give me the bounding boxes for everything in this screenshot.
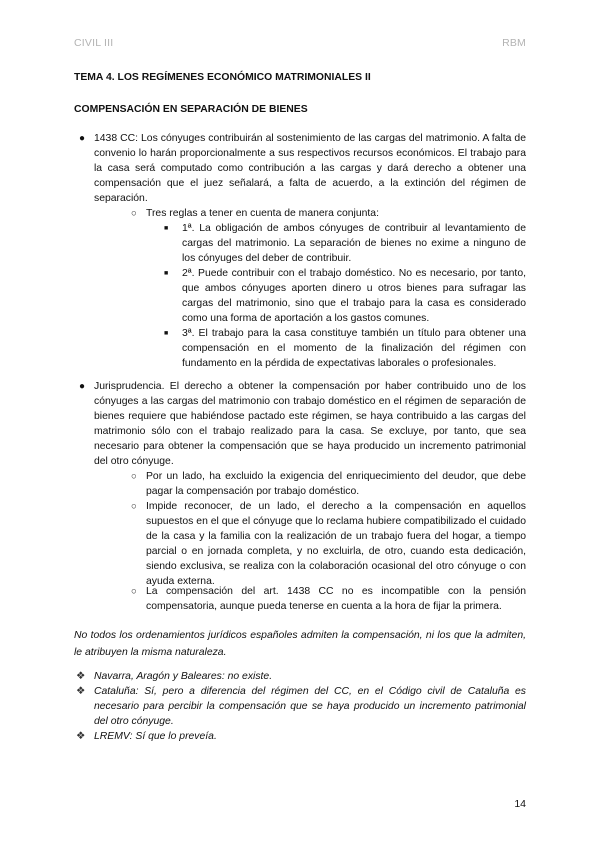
italic-note: No todos los ordenamientos jurídicos españoles admiten la compensación, ni los que la admiten, le atribuyen la misma naturaleza. xyxy=(74,630,526,658)
square-bullet-icon: ■ xyxy=(164,330,169,337)
diamond-item-1: Navarra, Aragón y Baleares: no existe. xyxy=(94,671,273,682)
circle-bullet-icon: ○ xyxy=(131,471,137,482)
rule-2: 2ª. Puede contribuir con el trabajo doméstico. No es necesario, por tanto, que ambos cónyuges aporten dinero u otros bienes para sufragar las cargas del matrimonio, sino que el trabajo para la casa es considerado como una forma de aportación a los gastos comunes. xyxy=(182,268,526,325)
rule-3: 3ª. El trabajo para la casa constituye también un título para obtener una compensación en el momento de la finalización del régimen con fundamento en la pérdida de expectativas laborales o profesionales. xyxy=(182,328,526,370)
bullet-2-sub-2: Impide reconocer, de un lado, el derecho a la compensación en aquellos supuestos en el que el cónyuge que lo reclama hubiere compatibilizado el cuidado de la casa y la familia con la realización de un trabajo fuera del hogar, a tiempo parcial o en jornada completa, y no excluirla, de otro, cuando esta dedicación, siendo exclusiva, se realiza con la colaboración ocasional del otro cónyuge o con ayuda externa. xyxy=(146,501,526,588)
diamond-item-2: Cataluña: Sí, pero a diferencia del régimen del CC, en el Código civil de Cataluña es necesario para percibir la compensación que se haya producido un incremento patrimonial del otro cónyuge. xyxy=(94,686,526,727)
diamond-bullet-icon: ❖ xyxy=(76,670,86,682)
bullet-2-sub-1: Por un lado, ha excluido la exigencia del enriquecimiento del deudor, que debe pagar la compensación por trabajo doméstico. xyxy=(146,471,526,498)
bullet-1-sub: Tres reglas a tener en cuenta de manera conjunta: xyxy=(146,208,379,219)
rule-1: 1ª. La obligación de ambos cónyuges de contribuir al levantamiento de cargas del matrimonio. La separación de bienes no exime a ninguno de los cónyuges del deber de contribuir. xyxy=(182,223,526,265)
bullet-1-text: 1438 CC: Los cónyuges contribuirán al sostenimiento de las cargas del matrimonio. A falta de convenio lo harán proporcionalmente a sus respectivos recursos económicos. El trabajo para la casa será computado como contribución a las cargas y dará derecho a obtener una compensación que el juez señalará, a falta de acuerdo, a la extinción del régimen de separación. xyxy=(94,133,526,205)
square-bullet-icon: ■ xyxy=(164,225,169,232)
bullet-2-sub-3: La compensación del art. 1438 CC no es incompatible con la pensión compensatoria, aunque pueda tenerse en cuenta a la hora de fijar la primera. xyxy=(146,586,526,613)
page-number: 14 xyxy=(514,798,526,810)
bullet-icon: ● xyxy=(79,133,86,144)
page-title: TEMA 4. LOS REGÍMENES ECONÓMICO MATRIMONIALES II xyxy=(74,72,371,83)
header-left: CIVIL III xyxy=(74,37,114,49)
circle-bullet-icon: ○ xyxy=(131,208,137,219)
circle-bullet-icon: ○ xyxy=(131,501,137,512)
circle-bullet-icon: ○ xyxy=(131,586,137,597)
diamond-item-3: LREMV: Sí que lo preveía. xyxy=(94,731,217,742)
header-right: RBM xyxy=(502,37,526,49)
bullet-2-text: Jurisprudencia. El derecho a obtener la compensación por haber contribuido uno de los cónyuges a las cargas del matrimonio con trabajo doméstico en el régimen de separación de bienes requiere que habiéndose pactado este régimen, se haya contribuido a las cargas del matrimonio sólo con el trabajo realizado para la casa. Se excluye, por tanto, que sea necesario para obtener la compensación que se haya producido un incremento patrimonial del otro cónyuge. xyxy=(94,381,526,468)
diamond-bullet-icon: ❖ xyxy=(76,685,86,697)
square-bullet-icon: ■ xyxy=(164,270,169,277)
bullet-icon: ● xyxy=(79,381,86,392)
diamond-bullet-icon: ❖ xyxy=(76,730,86,742)
section-title: COMPENSACIÓN EN SEPARACIÓN DE BIENES xyxy=(74,104,308,115)
